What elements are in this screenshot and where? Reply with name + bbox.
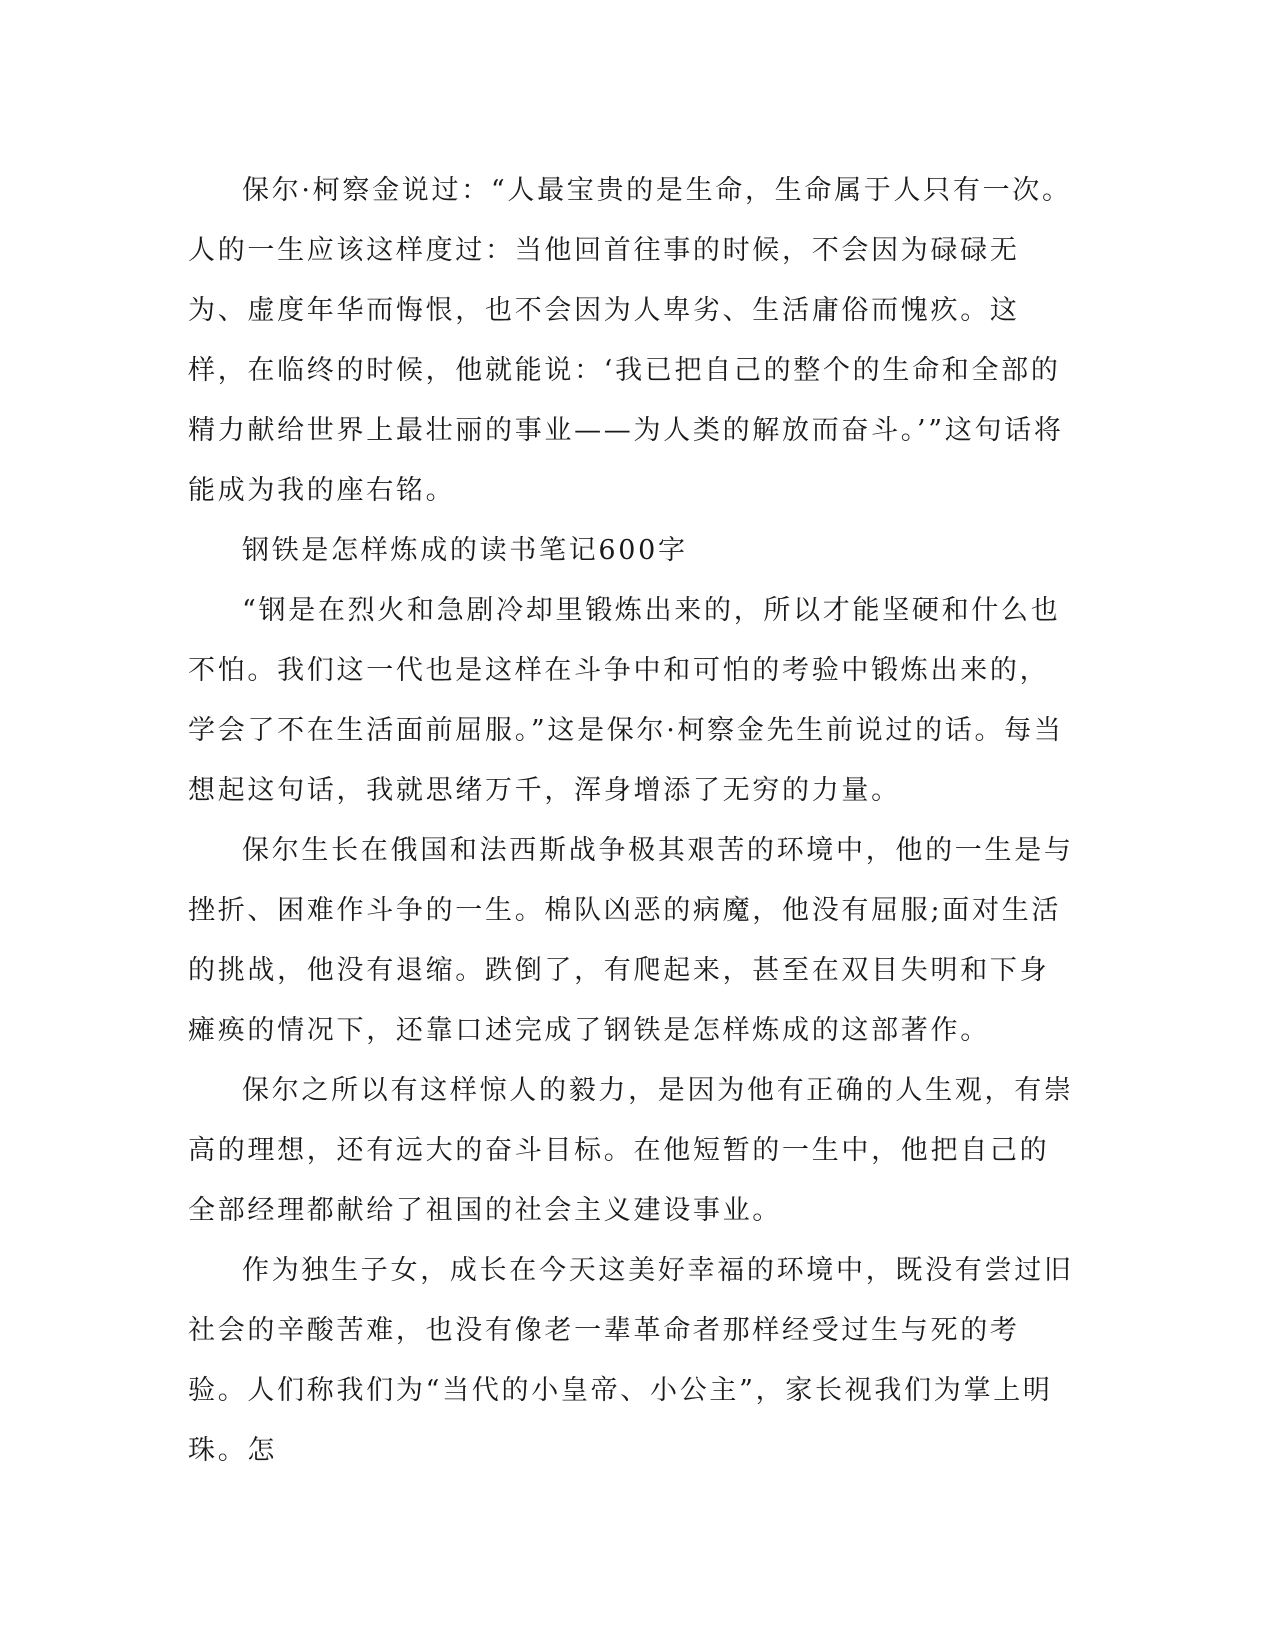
- paragraph-steel-quote: “钢是在烈火和急剧冷却里锻炼出来的，所以才能坚硬和什么也不怕。我们这一代也是这样在斗争中和可怕的考验中锻炼出来的，学会了不在生活面前屈服。”这是保尔·柯察金先生前说过的话。每当想起这句话，我就思绪万千，浑身增添了无穷的力量。: [188, 595, 1064, 806]
- section-heading: 钢铁是怎样炼成的读书笔记600字: [242, 535, 688, 566]
- paragraph-only-child: 作为独生子女，成长在今天这美好幸福的环境中，既没有尝过旧社会的辛酸苦难，也没有像老一辈革命者那样经受过生与死的考验。人们称我们为“当代的小皇帝、小公主”，家长视我们为掌上明珠。怎: [188, 1255, 1074, 1466]
- paragraph-quote-korchagin: 保尔·柯察金说过：“人最宝贵的是生命，生命属于人只有一次。人的一生应该这样度过：当他回首往事的时候，不会因为碌碌无为、虚度年华而悔恨，也不会因为人卑劣、生活庸俗而愧疚。这样，在临终的时候，他就能说：‘我已把自己的整个的生命和全部的精力献给世界上最壮丽的事业——为人类的解放而奋斗。’”这句话将能成为我的座右铭。: [188, 175, 1072, 506]
- document-body: [188, 161, 1078, 1481]
- paragraph-paul-willpower: 保尔之所以有这样惊人的毅力，是因为他有正确的人生观，有崇高的理想，还有远大的奋斗目标。在他短暂的一生中，他把自己的全部经理都献给了祖国的社会主义建设事业。: [188, 1075, 1074, 1226]
- paragraph-paul-life: 保尔生长在俄国和法西斯战争极其艰苦的环境中，他的一生是与挫折、困难作斗争的一生。棉队凶恶的病魔，他没有屈服;面对生活的挑战，他没有退缩。跌倒了，有爬起来，甚至在双目失明和下身瘫痪的情况下，还靠口述完成了钢铁是怎样炼成的这部著作。: [188, 835, 1074, 1046]
